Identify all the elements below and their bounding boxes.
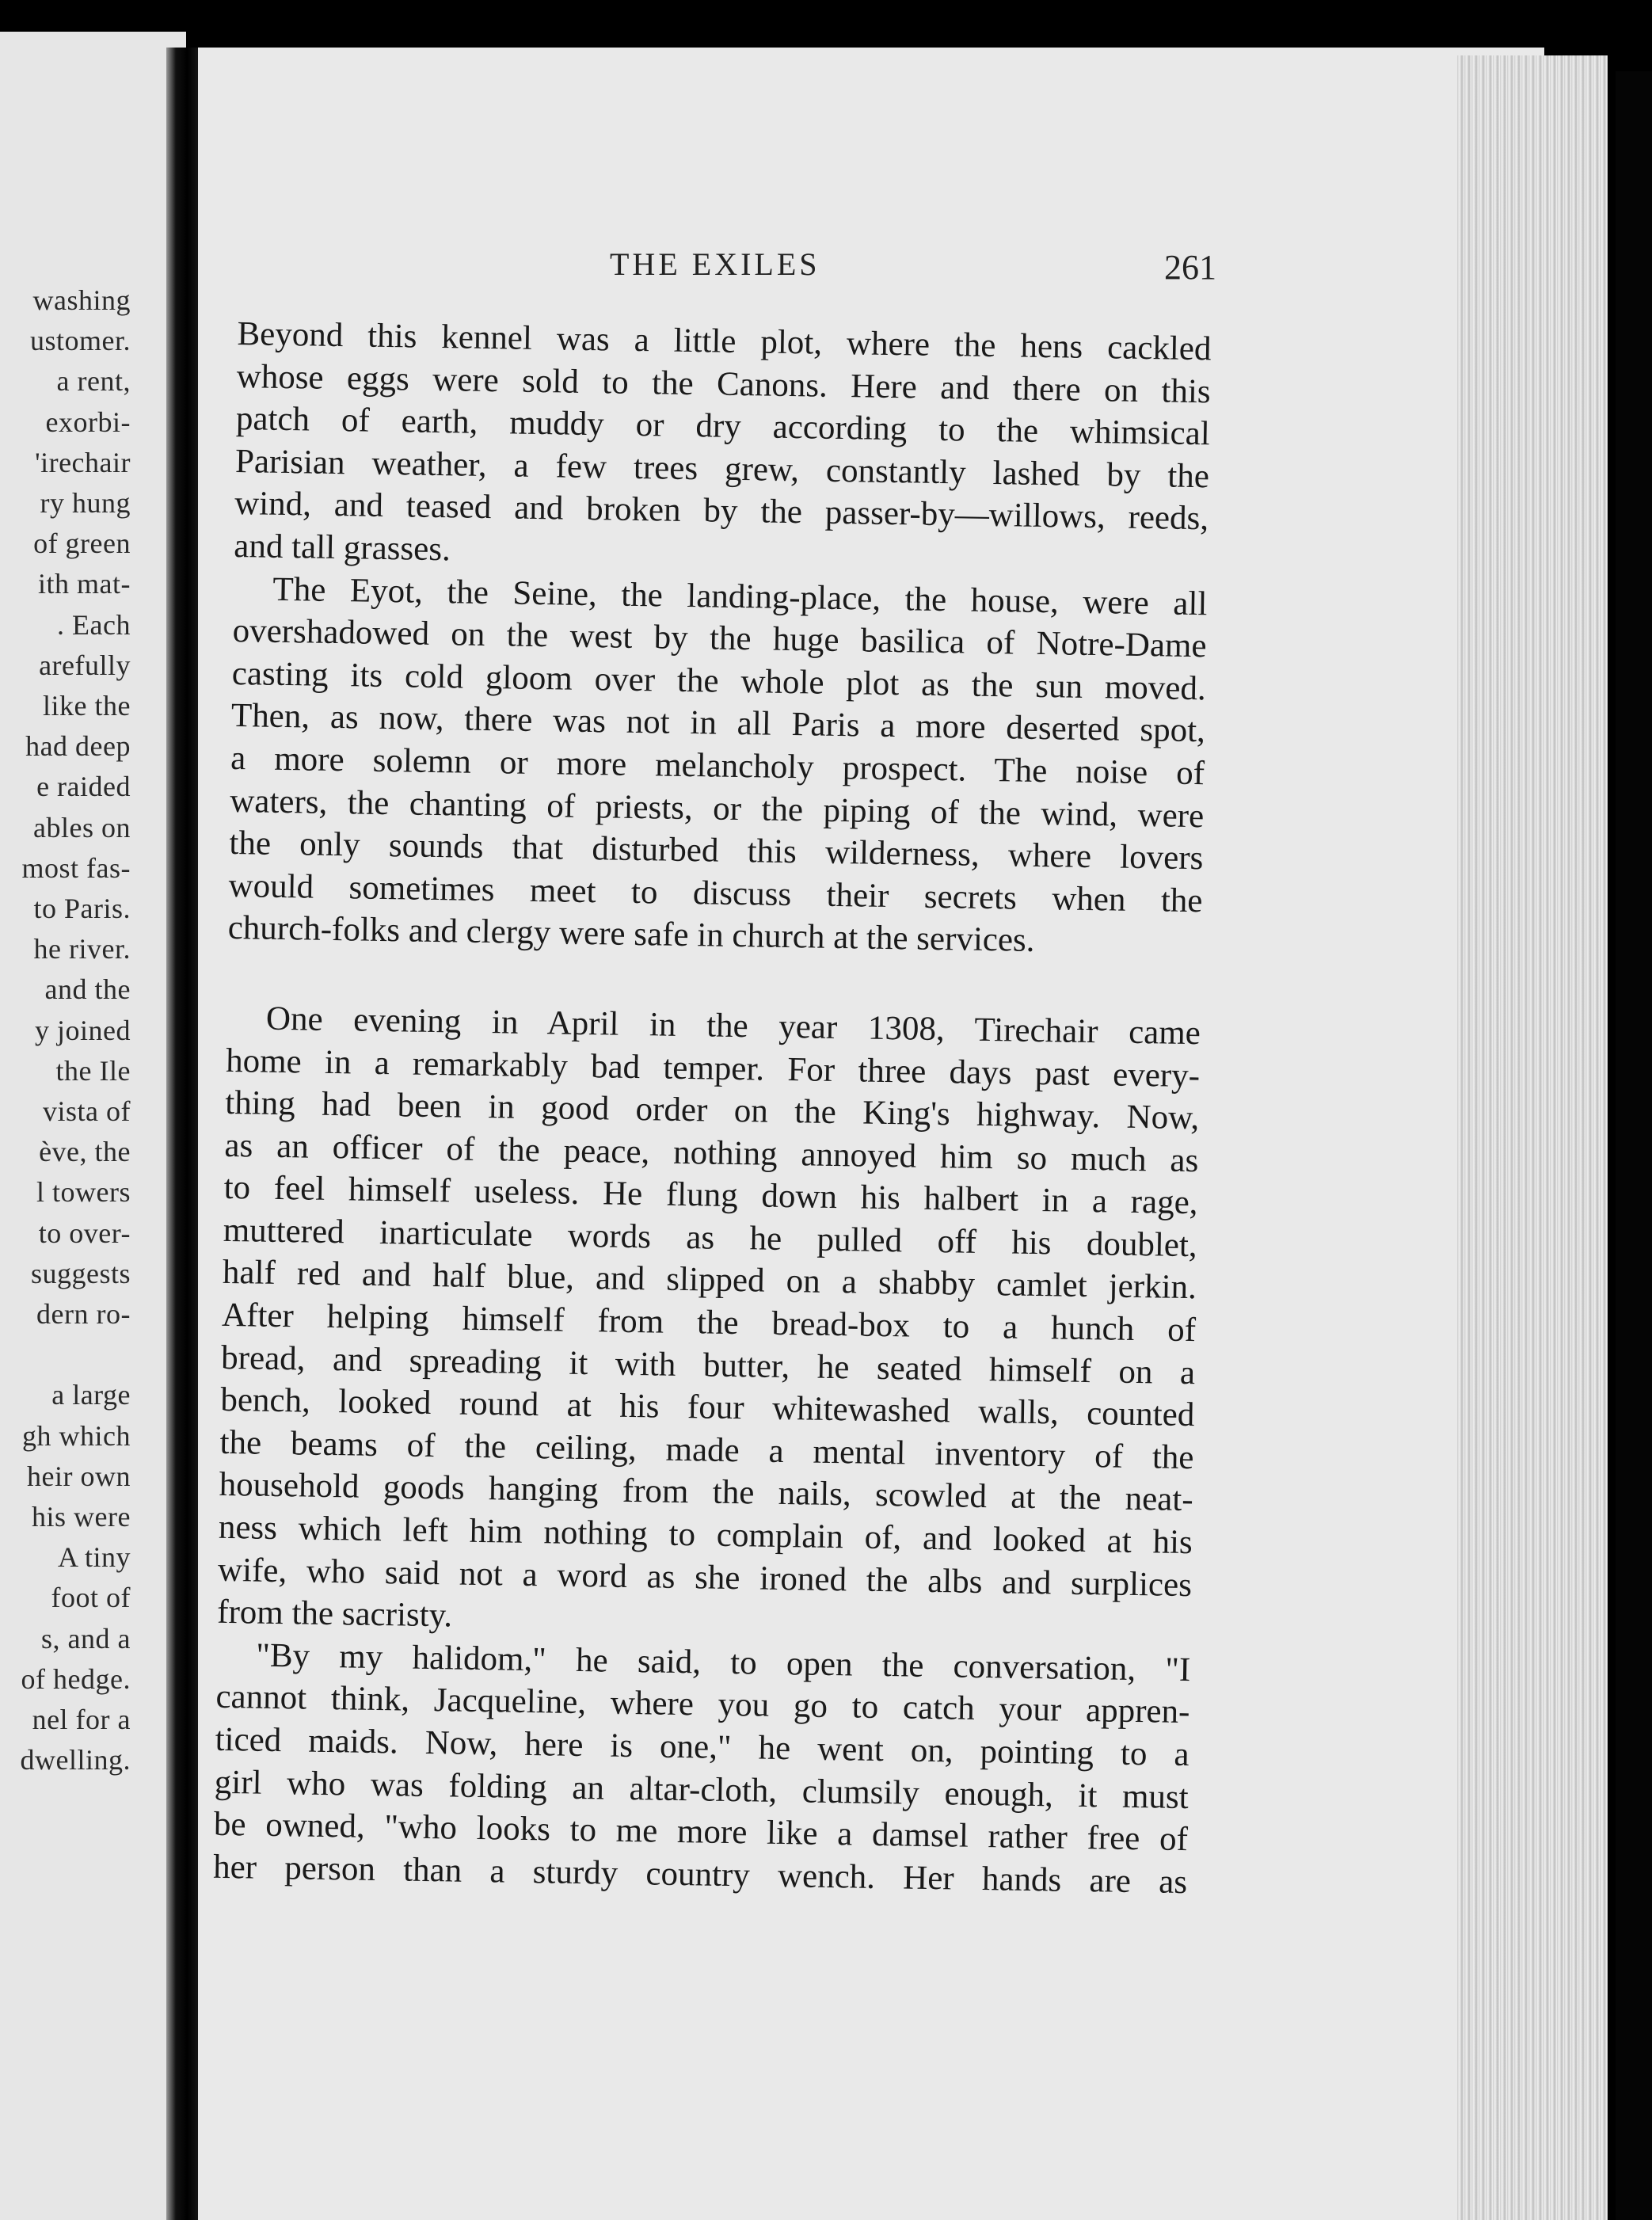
left-page-line: he river. <box>33 933 131 965</box>
text-line: After helping himself from the bread-box to a hunch of <box>221 1296 1197 1350</box>
text-line: muttered inarticulate words as he pulled off his doublet, <box>223 1211 1198 1265</box>
left-page-line: 'irechair <box>35 446 131 478</box>
left-page-line: foot of <box>51 1582 131 1614</box>
left-page-line: gh which <box>22 1419 131 1452</box>
text-line: wind, and teased and broken by the passer-by—willows, reeds, <box>234 485 1209 538</box>
text-line: ticed maids. Now, here is one," he went on, pointing to a <box>215 1720 1190 1774</box>
text-line: the beams of the ceiling, made a mental inventory of the <box>219 1423 1194 1476</box>
left-page-line: to Paris. <box>33 893 131 924</box>
text-line: thing had been in good order on the King's highway. Now, <box>224 1083 1200 1137</box>
text-line: to feel himself useless. He flung down his halbert in a rage, <box>223 1169 1198 1222</box>
text-line: Then, as now, there was not in all Paris a more deserted spot, <box>230 697 1206 750</box>
left-page-line: ry hung <box>40 487 131 519</box>
left-page-line: ith mat- <box>38 568 131 600</box>
text-line: from the sacristy. <box>216 1594 453 1635</box>
text-line: and tall grasses. <box>234 527 451 569</box>
left-page-line: his were <box>32 1501 131 1533</box>
left-page-line: dern ro- <box>36 1298 131 1330</box>
text-line: her person than a sturdy country wench. Her hands are as <box>212 1848 1188 1901</box>
left-page-line: most fas- <box>21 851 131 884</box>
text-line: bread, and spreading it with butter, he seated himself on a <box>220 1338 1196 1392</box>
paragraph <box>227 568 1207 965</box>
left-page-line: a rent, <box>56 365 131 398</box>
left-page-line: ève, the <box>39 1136 131 1168</box>
running-head: THE EXILES <box>610 246 820 282</box>
text-line: casting its cold gloom over the whole plot as the sun moved. <box>231 654 1207 708</box>
text-line: waters, the chanting of priests, or the piping of the wind, were <box>229 782 1205 835</box>
text-line: would sometimes meet to discuss their secrets when the <box>228 866 1203 920</box>
left-page-line: ables on <box>33 811 131 843</box>
text-line: bench, looked round at his four whitewashed walls, counted <box>220 1381 1195 1434</box>
page-edges <box>1457 55 1608 2220</box>
left-page-line: and the <box>44 973 131 1006</box>
text-line: whose eggs were sold to the Canons. Here and there on this <box>236 357 1211 410</box>
left-page-line: washing <box>32 284 131 316</box>
left-page-line: dwelling. <box>20 1744 131 1776</box>
left-page-line: nel for a <box>32 1704 131 1735</box>
text-line: the only sounds that disturbed this wilderness, where lovers <box>229 824 1204 878</box>
left-page-line: s, and a <box>41 1622 131 1655</box>
text-line: church-folks and clergy were safe in church at the services. <box>227 909 1035 960</box>
left-page-line: suggests <box>30 1257 131 1289</box>
text-line: overshadowed on the west by the huge basilica of Notre-Dame <box>232 612 1207 665</box>
left-page-line: of green <box>33 527 131 560</box>
text-line: household goods hanging from the nails, scowled at the neat- <box>219 1466 1193 1519</box>
text-line: wife, who said not a word as she ironed the albs and surplices <box>217 1551 1193 1604</box>
left-page-line: exorbi- <box>45 406 131 438</box>
paragraph <box>217 997 1201 1649</box>
left-page-line: like the <box>43 690 131 722</box>
scan-border <box>1616 71 1652 2220</box>
text-line: Beyond this kennel was a little plot, where the hens cackled <box>237 314 1212 368</box>
left-page-line: ustomer. <box>30 325 131 357</box>
left-page-line: A tiny <box>57 1541 131 1574</box>
left-page-line: y joined <box>35 1014 131 1046</box>
text-line: Parisian weather, a few trees grew, constantly lashed by the <box>234 442 1210 496</box>
left-page-line: had deep <box>25 730 131 763</box>
left-page-line: e raided <box>36 771 131 803</box>
left-page-line: vista of <box>43 1095 131 1127</box>
text-line: home in a remarkably bad temper. For three days past every- <box>225 1041 1201 1095</box>
left-page-line: heir own <box>27 1460 131 1492</box>
left-page-line: of hedge. <box>21 1662 131 1695</box>
paragraph <box>213 1634 1191 1904</box>
left-page <box>0 32 186 2220</box>
text-line: "By my halidom," he said, to open the conversation, "I <box>256 1636 1191 1689</box>
paragraph <box>234 313 1212 583</box>
text-line: be owned, "who looks to me more like a damsel rather free of <box>213 1805 1189 1859</box>
page-number: 261 <box>1164 248 1216 287</box>
text-line: One evening in April in the year 1308, Tirechair came <box>265 1000 1201 1053</box>
text-line: The Eyot, the Seine, the landing-place, the house, were all <box>272 570 1208 623</box>
left-page-line: to over- <box>38 1217 131 1249</box>
body-text <box>213 313 1212 1903</box>
text-line: patch of earth, muddy or dry according to the whimsical <box>235 400 1211 453</box>
left-page-line: arefully <box>39 649 131 681</box>
left-page-line: l towers <box>36 1176 131 1209</box>
text-line: a more solemn or more melancholy prospect. The noise of <box>230 739 1205 793</box>
left-page-line: . Each <box>57 608 131 641</box>
left-page-line: the Ile <box>55 1054 131 1087</box>
text-line: ness which left him nothing to complain of, and looked at his <box>218 1508 1193 1562</box>
text-line: girl who was folding an altar-cloth, clumsily enough, it must <box>214 1763 1190 1816</box>
left-page-line: a large <box>51 1379 131 1411</box>
text-line: cannot think, Jacqueline, where you go to catch your appren- <box>215 1678 1190 1731</box>
text-line: as an officer of the peace, nothing annoyed him so much as <box>224 1126 1199 1179</box>
text-line: half red and half blue, and slipped on a shabby camlet jerkin. <box>222 1254 1197 1307</box>
